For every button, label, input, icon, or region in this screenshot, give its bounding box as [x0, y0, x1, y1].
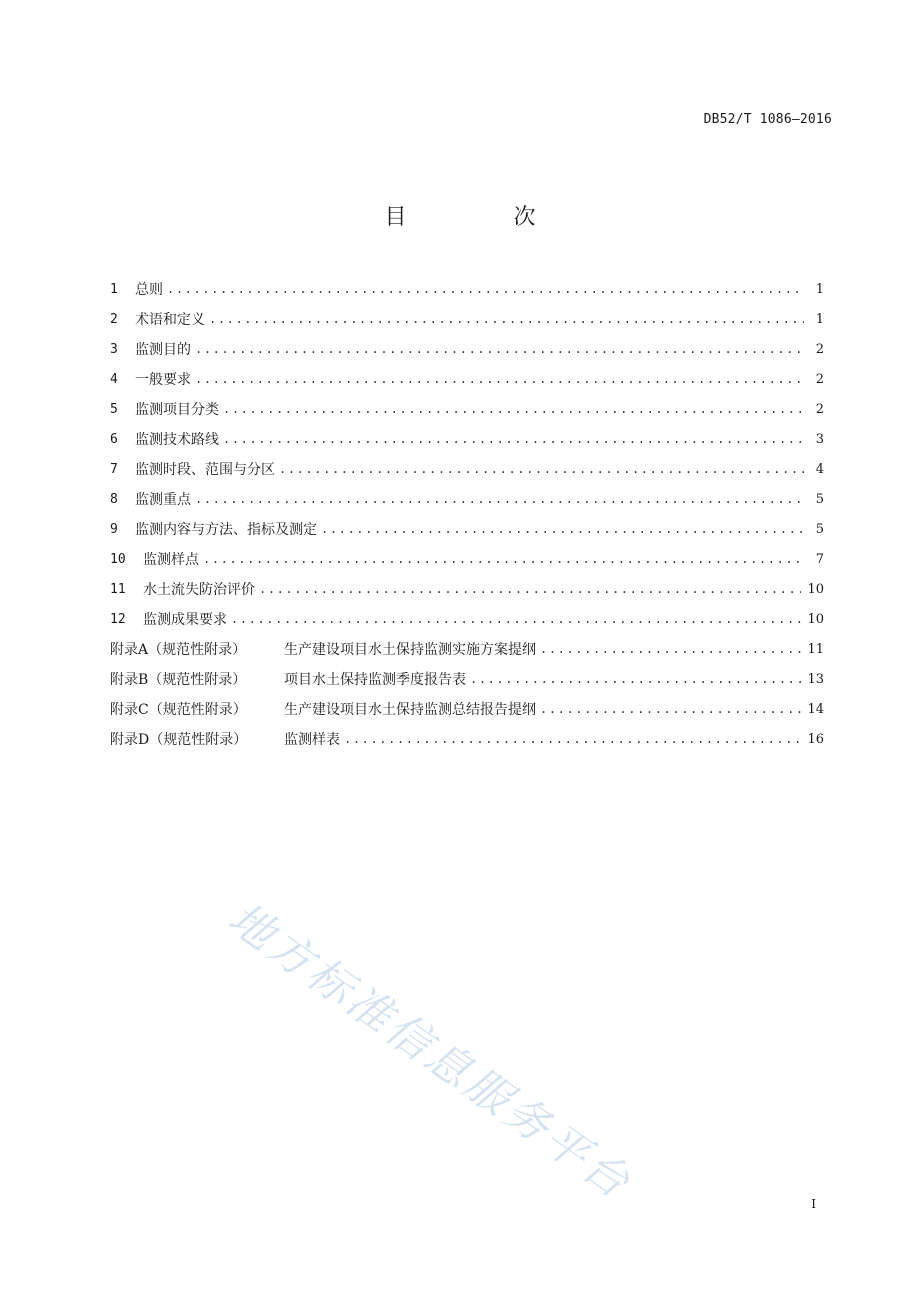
dot-leader [231, 612, 801, 626]
table-of-contents [110, 274, 824, 754]
toc-entry-2[interactable] [110, 304, 824, 334]
toc-entry-title: 监测时段、范围与分区 [135, 462, 275, 478]
toc-entry-page: 3 [815, 431, 824, 447]
toc-entry-7[interactable] [110, 454, 824, 484]
toc-entry-page: 1 [815, 281, 824, 297]
appendix-title: 生产建设项目水土保持监测实施方案提纲 [284, 642, 536, 658]
dot-leader [540, 702, 801, 716]
dot-leader [540, 642, 801, 656]
page-number: I [811, 1197, 816, 1211]
toc-entry-page: 2 [815, 401, 824, 417]
dot-leader [195, 342, 804, 356]
dot-leader [195, 372, 804, 386]
appendix-label: 附录A（规范性附录） [110, 642, 247, 658]
watermark: 地方标准信息服务平台 [218, 892, 642, 1210]
toc-entry-page: 10 [807, 611, 824, 627]
dot-leader [203, 552, 804, 566]
toc-entry-1[interactable] [110, 274, 824, 304]
toc-entry-5[interactable] [110, 394, 824, 424]
toc-entry-title: 监测样点 [143, 552, 199, 568]
toc-appendix-c[interactable] [110, 694, 824, 724]
toc-entry-number: 5 [110, 401, 118, 417]
appendix-title: 项目水土保持监测季度报告表 [284, 672, 466, 688]
toc-entry-4[interactable] [110, 364, 824, 394]
toc-entry-title: 监测内容与方法、指标及测定 [135, 522, 317, 538]
dot-leader [321, 522, 804, 536]
toc-entry-number: 3 [110, 341, 118, 357]
toc-entry-title: 水土流失防治评价 [143, 582, 255, 598]
toc-entry-number: 6 [110, 431, 118, 447]
toc-entry-page: 7 [815, 551, 824, 567]
toc-entry-title: 监测重点 [135, 492, 191, 508]
dot-leader [223, 432, 804, 446]
toc-entry-number: 1 [110, 281, 118, 297]
dot-leader [259, 582, 801, 596]
toc-entry-page: 14 [807, 701, 824, 717]
dot-leader [470, 672, 801, 686]
toc-entry-page: 4 [815, 461, 824, 477]
toc-entry-number: 2 [110, 311, 118, 327]
appendix-label: 附录B（规范性附录） [110, 672, 247, 688]
toc-entry-number: 10 [110, 551, 126, 567]
toc-entry-number: 4 [110, 371, 118, 387]
toc-entry-number: 8 [110, 491, 118, 507]
toc-entry-title: 一般要求 [135, 372, 191, 388]
toc-entry-number: 9 [110, 521, 118, 537]
toc-entry-page: 11 [807, 641, 824, 657]
appendix-label: 附录C（规范性附录） [110, 702, 247, 718]
toc-entry-12[interactable] [110, 604, 824, 634]
toc-entry-title: 监测目的 [135, 342, 191, 358]
toc-entry-title: 监测成果要求 [143, 612, 227, 628]
dot-leader [195, 492, 804, 506]
dot-leader [279, 462, 804, 476]
toc-entry-number: 7 [110, 461, 118, 477]
toc-entry-page: 13 [807, 671, 824, 687]
toc-entry-title: 监测项目分类 [135, 402, 219, 418]
toc-entry-6[interactable] [110, 424, 824, 454]
toc-appendix-b[interactable] [110, 664, 824, 694]
toc-appendix-d[interactable] [110, 724, 824, 754]
toc-entry-page: 1 [815, 311, 824, 327]
toc-entry-8[interactable] [110, 484, 824, 514]
toc-entry-11[interactable] [110, 574, 824, 604]
dot-leader [167, 282, 804, 296]
toc-entry-9[interactable] [110, 514, 824, 544]
toc-entry-page: 5 [815, 491, 824, 507]
appendix-title: 生产建设项目水土保持监测总结报告提纲 [284, 702, 536, 718]
toc-entry-title: 总则 [135, 282, 163, 298]
toc-entry-page: 10 [807, 581, 824, 597]
dot-leader [209, 312, 804, 326]
toc-entry-10[interactable] [110, 544, 824, 574]
toc-entry-page: 5 [815, 521, 824, 537]
toc-appendix-a[interactable] [110, 634, 824, 664]
dot-leader [344, 732, 801, 746]
dot-leader [223, 402, 804, 416]
page-title: 目 次 [384, 205, 586, 230]
appendix-label: 附录D（规范性附录） [110, 732, 248, 748]
toc-entry-page: 2 [815, 341, 824, 357]
toc-entry-3[interactable] [110, 334, 824, 364]
toc-entry-number: 12 [110, 611, 126, 627]
standard-code: DB52/T 1086—2016 [703, 112, 832, 127]
toc-entry-title: 术语和定义 [135, 312, 205, 328]
toc-entry-page: 16 [807, 731, 824, 747]
toc-entry-title: 监测技术路线 [135, 432, 219, 448]
toc-entry-number: 11 [110, 581, 126, 597]
appendix-title: 监测样表 [284, 732, 340, 748]
toc-entry-page: 2 [815, 371, 824, 387]
